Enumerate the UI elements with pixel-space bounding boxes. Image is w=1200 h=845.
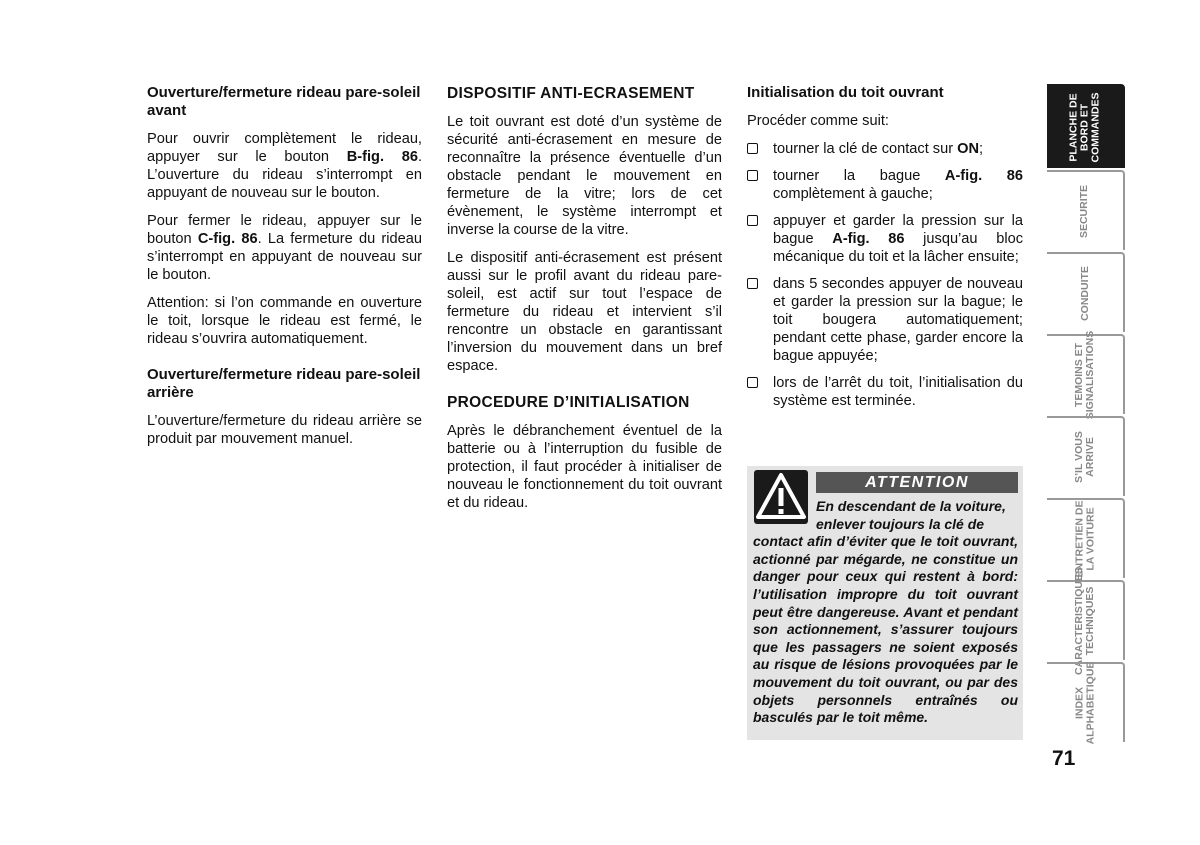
tab-label: ENTRETIEN DE LA VOITURE <box>1073 500 1097 578</box>
list-item <box>747 167 1023 203</box>
text: tourner la bague <box>773 168 945 184</box>
heading-init-procedure: PROCEDURE D’INITIALISATION <box>447 394 690 411</box>
tab-caracteristiques[interactable] <box>1047 567 1125 675</box>
checkbox-bullet-icon <box>747 170 758 181</box>
tab-sil-vous-arrive[interactable] <box>1047 416 1125 496</box>
warning-line: En descendant de la voiture, <box>816 498 1006 514</box>
figure-ref: C-fig. 86 <box>197 231 258 247</box>
warning-title: ATTENTION <box>816 472 1018 493</box>
paragraph-close-front <box>147 212 422 284</box>
tab-label: PLANCHE DE BORD ET COMMANDES <box>1067 92 1102 162</box>
tab-label: TEMOINS ET SIGNALISATIONS <box>1073 330 1097 420</box>
list-item <box>747 275 1023 365</box>
checkbox-bullet-icon <box>747 377 758 388</box>
bold-text: ON <box>957 141 980 157</box>
paragraph-rear-manual: L’ouverture/fermeture du rideau arrière se produit par mouvement manuel. <box>147 413 422 447</box>
text: complètement à gauche; <box>773 186 933 202</box>
tab-temoins[interactable] <box>1047 330 1125 420</box>
tab-entretien[interactable] <box>1047 498 1125 578</box>
list-item <box>747 374 1023 410</box>
tab-planche-de-bord[interactable] <box>1047 84 1125 168</box>
checkbox-bullet-icon <box>747 278 758 289</box>
text: . L’ouverture du rideau s’interrompt en appuyant de nouveau sur le bouton. <box>147 149 422 201</box>
text: tourner la clé de contact sur <box>773 141 958 157</box>
list-item <box>747 212 1023 266</box>
text: Pour ouvrir complètement le rideau, appuyer sur le bouton <box>147 131 422 165</box>
bold-text: A-fig. 86 <box>944 168 1023 184</box>
text: . La fermeture du rideau s’interrompt en appuyant de nouveau sur le bouton. <box>147 231 422 283</box>
text: ; <box>979 141 984 157</box>
column-1 <box>147 84 422 458</box>
heading-rear-sunshade: Ouverture/fermeture rideau pare-soleil arrière <box>147 366 421 401</box>
warning-line: enlever toujours la clé de <box>816 515 985 532</box>
section-tabs <box>1047 84 1125 745</box>
paragraph-init-procedure: Après le débranchement éventuel de la batterie ou à l’interruption du fusible de protection, il faut procéder à initialiser de nouveau le fonctionnement du toit ouvrant et du rideau. <box>447 423 722 511</box>
intro-text: Procéder comme suit: <box>747 113 889 129</box>
steps-list <box>747 140 1023 410</box>
column-3 <box>747 84 1023 419</box>
heading-anti-crush: DISPOSITIF ANTI-ECRASEMENT <box>447 85 695 102</box>
heading-roof-init: Initialisation du toit ouvrant <box>747 84 944 101</box>
tab-label: S’IL VOUS ARRIVE <box>1073 431 1096 483</box>
heading-front-sunshade: Ouverture/fermeture rideau pare-soleil avant <box>147 84 421 119</box>
tab-label: INDEX ALPHABETIQUE <box>1073 661 1096 745</box>
checkbox-bullet-icon <box>747 215 758 226</box>
warning-text <box>753 498 1018 727</box>
tab-label: SECURITE <box>1078 184 1091 238</box>
text: dans 5 secondes appuyer de nouveau et garder la pression sur la bague; le toit bougera automatiquement; pendant cette phase, garder encore la bague appuyée; <box>773 276 1023 364</box>
warning-body: contact afin d’éviter que le toit ouvrant, actionné par mégarde, ne constitue un danger pour ceux qui restent à bord: l’utilisation impropre du toit ouvrant peut être dangereuse. Avant et pendant son actionnement, s’assurer toujours que les passagers ne soient exposés au risque de lésions provoquées par le mouvement du toit ouvrant, ou par des objets personnels entraînés ou basculés par le toit même. <box>753 533 1018 726</box>
tab-label: CONDUITE <box>1078 265 1091 321</box>
checkbox-bullet-icon <box>747 143 758 154</box>
text: appuyer et garder la pression sur la bague <box>773 213 1023 247</box>
page-number: 71 <box>1052 747 1076 770</box>
tab-securite[interactable] <box>1047 170 1125 250</box>
tab-label: CARACTERISTIQUES TECHNIQUES <box>1073 567 1096 675</box>
tab-conduite[interactable] <box>1047 252 1125 332</box>
paragraph-anti-crush-1: Le toit ouvrant est doté d’un système de sécurité anti-écrasement en mesure de reconnaître la présence éventuelle d’un obstacle pendant le mouvement en fermeture de la vitre; lors de cet évènement, le système interrompt et inverse la course de la vitre. <box>447 114 722 238</box>
bold-text: A-fig. 86 <box>832 231 905 247</box>
paragraph-attention-note: Attention: si l’on commande en ouverture le toit, lorsque le rideau est fermé, le rideau s’ouvrira automatiquement. <box>147 295 422 347</box>
text: lors de l’arrêt du toit, l’initialisation du système est terminée. <box>773 375 1023 409</box>
list-item <box>747 140 1023 158</box>
paragraph-anti-crush-2: Le dispositif anti-écrasement est présent aussi sur le profil avant du rideau pare-soleil, est actif sur tout l’espace de fermeture du rideau et intervient s’il rencontre un obstacle en garantissant l’inversion du mouvement dans un bref espace. <box>447 250 722 374</box>
text: Pour fermer le rideau, appuyer sur le bouton <box>147 213 422 247</box>
text: jusqu’au bloc mécanique du toit et la lâcher ensuite; <box>773 231 1023 265</box>
column-2 <box>447 84 722 522</box>
paragraph-open-front <box>147 130 422 202</box>
figure-ref: B-fig. 86 <box>346 149 418 165</box>
tab-index[interactable] <box>1047 661 1125 745</box>
